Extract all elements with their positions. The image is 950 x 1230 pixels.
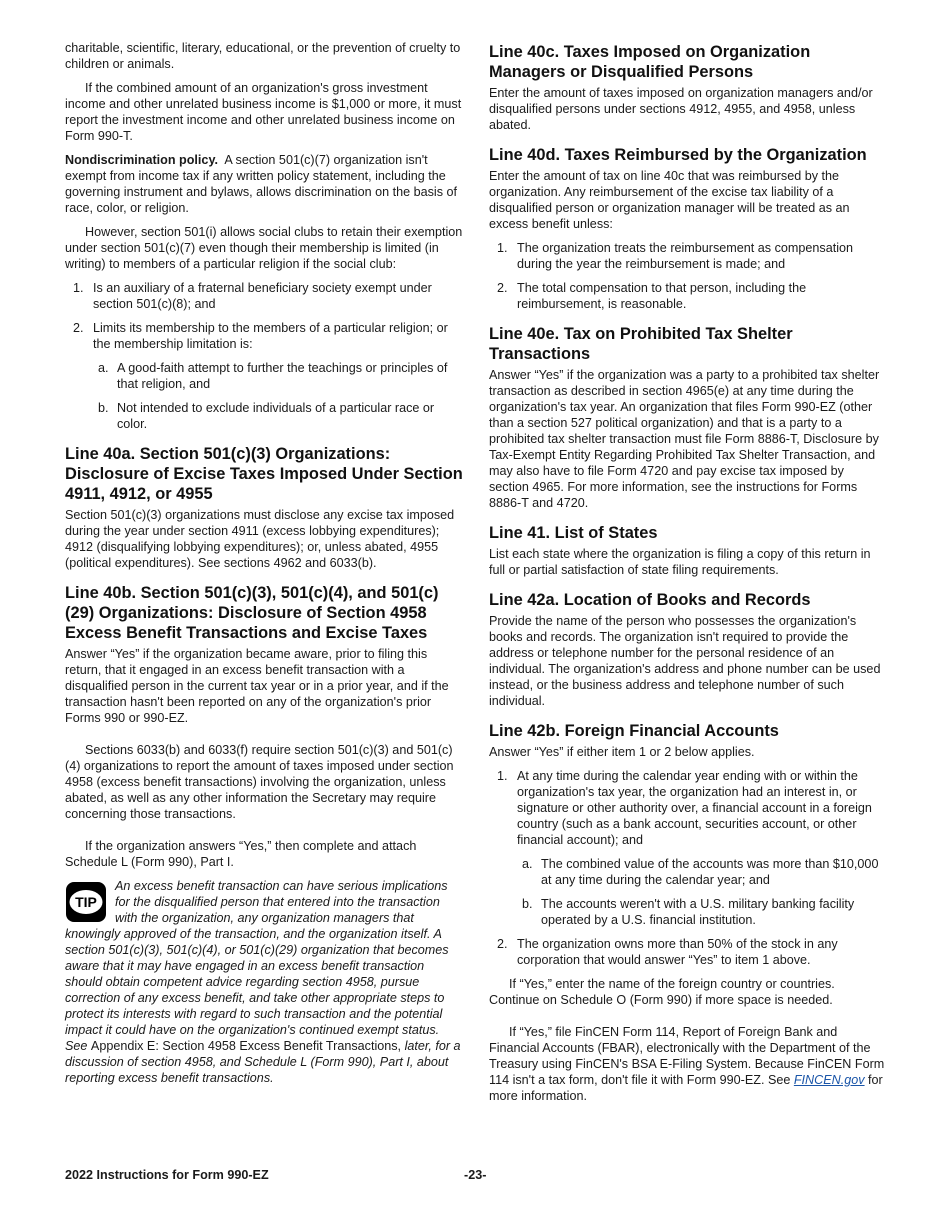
page-number: -23- — [464, 1168, 487, 1182]
heading-line-40a: Line 40a. Section 501(c)(3) Organizations: Disclosure of Excise Taxes Imposed Under Section 4911, 4912, or 4955 — [65, 445, 463, 503]
list-item-text: The organization treats the reimbursement as compensation during the year the reimbursement is made; and — [517, 241, 854, 271]
tip-icon — [65, 881, 107, 923]
heading-line-42a: Line 42a. Location of Books and Records — [489, 591, 811, 609]
sublist-item-text: A good-faith attempt to further the teachings or principles of that religion, and — [117, 361, 448, 391]
list-item — [489, 768, 887, 928]
list-item — [65, 280, 463, 312]
heading-line-40b: Line 40b. Section 501(c)(3), 501(c)(4), and 501(c)(29) Organizations: Disclosure of Section 4958 Excess Benefit Transactions and Excise Taxes — [65, 584, 439, 642]
list-item — [489, 936, 887, 968]
paragraph-nondiscrimination — [65, 152, 463, 216]
paragraph-line-42b-yes-fbar — [489, 1024, 887, 1104]
paragraph-line-40c: Enter the amount of taxes imposed on organization managers and/or disqualified persons under sections 4912, 4955, and 4958, unless abated. — [489, 86, 873, 132]
foreign-accounts-sublist — [517, 856, 887, 928]
tip-label: TIP — [75, 894, 97, 910]
heading-line-40e: Line 40e. Tax on Prohibited Tax Shelter Transactions — [489, 325, 793, 363]
paragraph-line-42b-yes-country: If “Yes,” enter the name of the foreign country or countries. Continue on Schedule O (Form 990) if more space is needed. — [489, 977, 835, 1007]
paragraph-line-42a: Provide the name of the person who possesses the organization's books and records. The organization isn't required to provide the address or telephone number for the personal residence of an individual. The organization's address and phone number can be used instead, or the business address and telephone number of such individual. — [489, 614, 881, 708]
heading-line-40d: Line 40d. Taxes Reimbursed by the Organization — [489, 146, 867, 164]
reimbursement-list — [489, 240, 887, 312]
paragraph-line-40b-sections: Sections 6033(b) and 6033(f) require section 501(c)(3) and 501(c)(4) organizations to report the amount of taxes imposed under section 4958 (excess benefit transactions) involving the organization, unless abated, as well as any other information the Secretary may require concerning those transactions. — [65, 743, 454, 821]
sublist-item-text: The combined value of the accounts was more than $10,000 at any time during the calendar year; and — [541, 857, 879, 887]
sublist-marker: a. — [98, 361, 109, 375]
sublist-item — [93, 360, 463, 392]
list-item-text: Limits its membership to the members of a particular religion; or the membership limitation is: — [93, 321, 448, 351]
paragraph-line-40b-schedule-l: If the organization answers “Yes,” then complete and attach Schedule L (Form 990), Part I. — [65, 839, 417, 869]
footer-title: 2022 Instructions for Form 990-EZ — [65, 1168, 269, 1182]
tip-text-end: later, for a discussion of section 4958, and Schedule L (Form 990), Part I, about reporting excess benefit transactions. — [65, 1039, 461, 1085]
list-item-text: At any time during the calendar year ending with or within the organization's tax year, the organization had an interest in, or signature or other authority over, a financial account in a foreign country (such as a bank account, securities account, or other financial account); and — [517, 769, 872, 847]
paragraph-line-41: List each state where the organization is filing a copy of this return in full or partial satisfaction of state filing requirements. — [489, 547, 871, 577]
fbar-text: If “Yes,” file FinCEN Form 114, Report of Foreign Bank and Financial Accounts (FBAR), electronically with the Department of the Treasury using FinCEN's BSA E-Filing System. Because FinCEN Form 114 isn't a tax form, don't file it with Form 990-EZ. See — [489, 1025, 885, 1087]
list-marker: 2. — [73, 321, 84, 335]
tip-appendix-reference: Appendix E: Section 4958 Excess Benefit Transactions, — [90, 1039, 402, 1053]
paragraph-continued: charitable, scientific, literary, educational, or the prevention of cruelty to children or animals. — [65, 41, 461, 71]
fbar-text-end: for more information. — [489, 1073, 883, 1103]
list-marker: 1. — [497, 769, 508, 783]
sublist-marker: b. — [522, 897, 533, 911]
list-marker: 1. — [497, 241, 508, 255]
sublist-item — [93, 400, 463, 432]
sublist-marker: b. — [98, 401, 109, 415]
list-marker: 2. — [497, 281, 508, 295]
sublist-item — [517, 896, 887, 928]
sublist-item-text: The accounts weren't with a U.S. military banking facility operated by a U.S. financial institution. — [541, 897, 855, 927]
list-item-text: The total compensation to that person, including the reimbursement, is reasonable. — [517, 281, 807, 311]
sublist-item-text: Not intended to exclude individuals of a particular race or color. — [117, 401, 435, 431]
social-club-list — [65, 280, 463, 432]
nondiscrimination-label: Nondiscrimination policy. — [65, 153, 219, 167]
paragraph-line-40b-answer: Answer “Yes” if the organization became aware, prior to filing this return, that it engaged in an excess benefit transaction with a disqualified person in the current tax year or in a prior year, and if the transaction hasn't been reported on any of the organization's prior Forms 990 or 990-EZ. — [65, 647, 449, 725]
sublist-marker: a. — [522, 857, 533, 871]
heading-line-42b: Line 42b. Foreign Financial Accounts — [489, 722, 779, 740]
list-item — [65, 320, 463, 432]
tip-box — [65, 878, 463, 1086]
list-item — [489, 240, 887, 272]
membership-sublist — [93, 360, 463, 432]
list-marker: 1. — [73, 281, 84, 295]
paragraph-line-40a: Section 501(c)(3) organizations must disclose any excise tax imposed during the year under section 4911 (excess lobbying expenditures); 4912 (disqualifying lobbying expenditures); or, unless abated, 4955 (political expenditures). See sections 4962 and 6033(b). — [65, 508, 455, 570]
left-column — [65, 40, 463, 1086]
paragraph-line-42b: Answer “Yes” if either item 1 or 2 below applies. — [489, 745, 755, 759]
sublist-item — [517, 856, 887, 888]
list-item-text: The organization owns more than 50% of the stock in any corporation that would answer “Yes” to item 1 above. — [517, 937, 838, 967]
foreign-accounts-list — [489, 768, 887, 968]
paragraph-line-40e: Answer “Yes” if the organization was a party to a prohibited tax shelter transaction as described in section 4965(e) at any time during the organization's tax year. An organization that files Form 990-EZ (other than a section 527 political organization) and that is a party to a prohibited tax shelter transaction must file Form 8886-T, Disclosure by Tax-Exempt Entity Regarding Prohibited Tax Shelter Transaction, and may also have to file Form 4720 and pay excise tax imposed by section 4965. For more information, see the instructions for Forms 8886-T and 4720. — [489, 368, 880, 510]
heading-line-41: Line 41. List of States — [489, 524, 658, 542]
right-column — [489, 40, 887, 1112]
list-item — [489, 280, 887, 312]
fincen-link[interactable]: FINCEN.gov — [793, 1073, 865, 1087]
nondiscrimination-text: A section 501(c)(7) organization isn't exempt from income tax if any written policy statement, including the governing instrument and bylaws, allows discrimination on the basis of race, color, or religion. — [65, 153, 458, 215]
list-marker: 2. — [497, 937, 508, 951]
paragraph-gross-income: If the combined amount of an organization's gross investment income and other unrelated business income is $1,000 or more, it must report the investment income and other unrelated business income on Form 990-T. — [65, 81, 462, 143]
heading-line-40c: Line 40c. Taxes Imposed on Organization Managers or Disqualified Persons — [489, 43, 811, 81]
paragraph-line-40d: Enter the amount of tax on line 40c that was reimbursed by the organization. Any reimbursement of the excise tax liability of a disqualified person or organization manager will be treated as an excess benefit unless: — [489, 169, 850, 231]
paragraph-however: However, section 501(i) allows social clubs to retain their exemption under section 501(c)(7) even though their membership is limited (in writing) to members of a particular religion if the social club: — [65, 225, 463, 271]
tip-text-main: An excess benefit transaction can have serious implications for the disqualified person that entered into the transaction with the organization, any organization managers that knowingly approved of the transaction, and the organization itself. A section 501(c)(3), 501(c)(4), or 501(c)(29) organization that becomes aware that it may have engaged in an excess benefit transaction should obtain competent advice regarding section 4958, pursue correction of any excess benefit, and take other appropriate steps to protect its interests with regard to such transaction and the potential impact it could have on the organization's continued exempt status. See — [65, 879, 449, 1053]
list-item-text: Is an auxiliary of a fraternal beneficiary society exempt under section 501(c)(8); and — [93, 281, 432, 311]
